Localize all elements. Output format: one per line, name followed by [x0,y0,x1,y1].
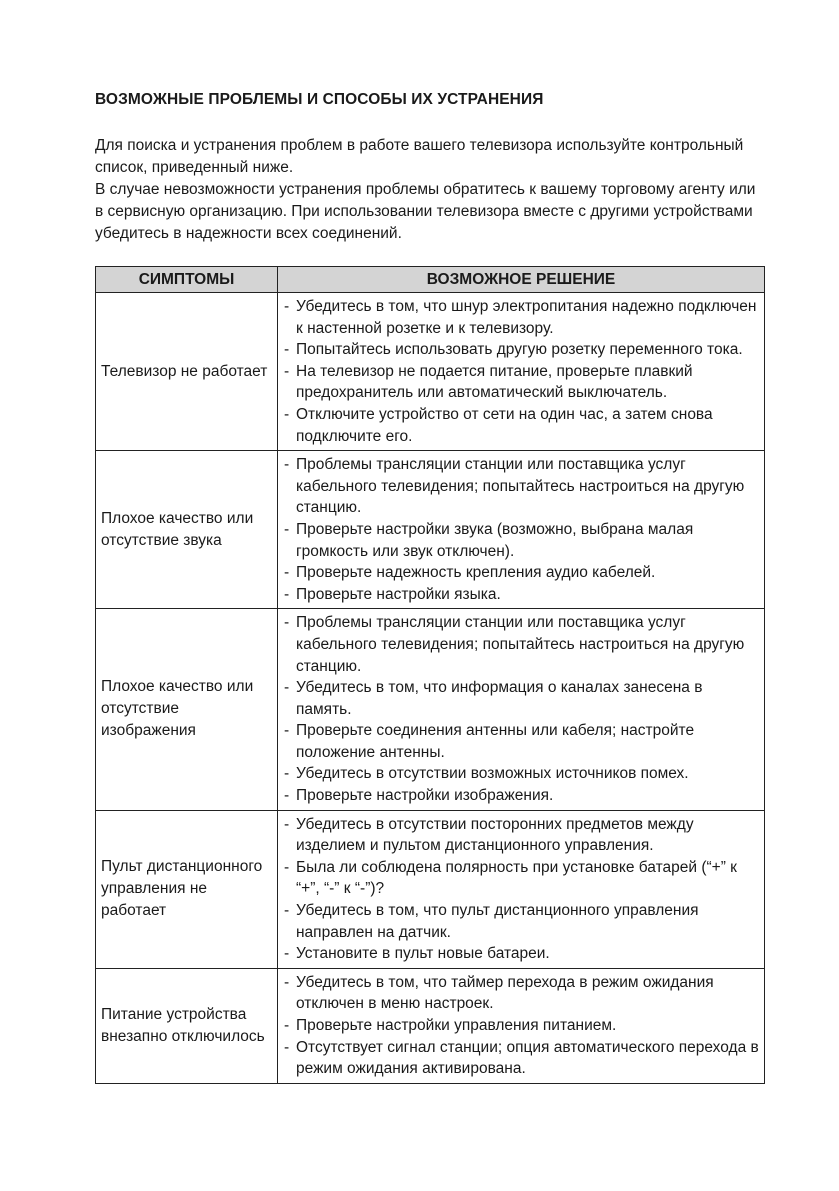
header-solution: ВОЗМОЖНОЕ РЕШЕНИЕ [278,267,765,293]
symptom-cell: Плохое качество или отсутствие звука [96,451,278,609]
solution-item: - Проблемы трансляции станции или поставщика услуг кабельного телевидения; попытайтесь настроиться на другую станцию. [284,454,760,519]
solution-item: - Отсутствует сигнал станции; опция автоматического перехода в режим ожидания активирована. [284,1037,760,1080]
solution-item: - Отключите устройство от сети на один час, а затем снова подключите его. [284,404,760,447]
solution-item: - Убедитесь в том, что шнур электропитания надежно подключен к настенной розетке и к телевизору. [284,296,760,339]
solution-item: - Проверьте соединения антенны или кабеля; настройте положение антенны. [284,720,760,763]
page-title: ВОЗМОЖНЫЕ ПРОБЛЕМЫ И СПОСОБЫ ИХ УСТРАНЕНИЯ [95,91,544,108]
solution-item: - На телевизор не подается питание, проверьте плавкий предохранитель или автоматический выключатель. [284,361,760,404]
table-row [96,968,765,1083]
solution-cell [278,293,765,451]
solution-item: - Попытайтесь использовать другую розетку переменного тока. [284,339,760,361]
solution-item: - Была ли соблюдена полярность при установке батарей (“+” к “+”, “-” к “-”)? [284,857,760,900]
table-row [96,451,765,609]
solution-item: - Убедитесь в том, что таймер перехода в режим ожидания отключен в меню настроек. [284,972,760,1015]
solution-item: - Проверьте настройки языка. [284,584,760,606]
solution-item: - Проверьте настройки звука (возможно, выбрана малая громкость или звук отключен). [284,519,760,562]
solution-item: - Проблемы трансляции станции или поставщика услуг кабельного телевидения; попытайтесь настроиться на другую станцию. [284,612,760,677]
solution-list [284,454,760,605]
symptom-cell: Телевизор не работает [96,293,278,451]
symptom-cell: Плохое качество или отсутствие изображения [96,609,278,810]
solution-cell [278,810,765,968]
solution-list [284,814,760,965]
symptom-cell: Питание устройства внезапно отключилось [96,968,278,1083]
solution-cell [278,609,765,810]
table-row [96,609,765,810]
intro-text [95,135,765,245]
solution-list [284,972,760,1080]
solution-item: - Проверьте настройки изображения. [284,785,760,807]
table-row [96,293,765,451]
solution-item: - Убедитесь в том, что информация о каналах занесена в память. [284,677,760,720]
solution-item: - Убедитесь в отсутствии возможных источников помех. [284,763,760,785]
solution-cell [278,451,765,609]
solution-item: - Убедитесь в отсутствии посторонних предметов между изделием и пультом дистанционного управления. [284,814,760,857]
solution-cell [278,968,765,1083]
solution-list [284,296,760,447]
solution-item: - Проверьте надежность крепления аудио кабелей. [284,562,760,584]
solution-item: - Установите в пульт новые батареи. [284,943,760,965]
symptom-cell: Пульт дистанционного управления не работает [96,810,278,968]
table-header-row [96,267,765,293]
troubleshooting-table [95,266,765,1084]
header-symptoms: СИМПТОМЫ [96,267,278,293]
intro-paragraph-2: В случае невозможности устранения проблемы обратитесь к вашему торговому агенту или в сервисную организацию. При использовании телевизора вместе с другими устройствами убедитесь в надежности всех соединений. [95,181,756,242]
solution-item: - Проверьте настройки управления питанием. [284,1015,760,1037]
solution-item: - Убедитесь в том, что пульт дистанционного управления направлен на датчик. [284,900,760,943]
solution-list [284,612,760,806]
table-row [96,810,765,968]
intro-paragraph-1: Для поиска и устранения проблем в работе вашего телевизора используйте контрольный список, приведенный ниже. [95,137,744,176]
